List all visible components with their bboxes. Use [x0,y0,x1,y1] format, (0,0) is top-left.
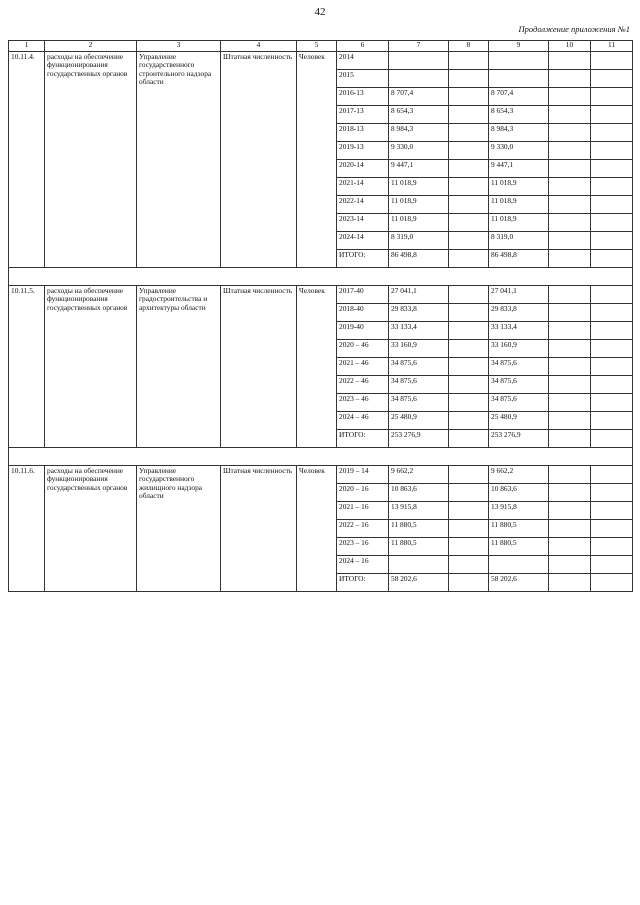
amount-col7-cell: 9 662,2 [389,466,449,484]
amount-col9-cell: 9 447,1 [489,160,549,178]
amount-col9-cell [489,52,549,70]
agency-name-cell: Управление государственного строительного надзора области [137,52,221,268]
amount-col9-cell: 34 875,6 [489,358,549,376]
amount-col11-cell [591,142,633,160]
amount-col9-cell: 8 319,0 [489,232,549,250]
amount-col7-cell: 11 018,9 [389,214,449,232]
amount-col9-cell: 9 662,2 [489,466,549,484]
amount-col7-cell: 13 915,8 [389,502,449,520]
amount-col7-cell: 8 319,0 [389,232,449,250]
amount-col9-cell [489,556,549,574]
amount-col7-cell: 11 018,9 [389,178,449,196]
table-body [9,52,633,592]
year-cell: 2017-13 [337,106,389,124]
amount-col8-cell [449,106,489,124]
page-number: 42 [314,6,326,18]
amount-col10-cell [549,70,591,88]
year-cell: 2024 – 46 [337,412,389,430]
amount-col8-cell [449,178,489,196]
amount-col8-cell [449,304,489,322]
amount-col10-cell [549,286,591,304]
amount-col10-cell [549,340,591,358]
amount-col10-cell [549,52,591,70]
amount-col8-cell [449,376,489,394]
amount-col9-cell: 25 480,9 [489,412,549,430]
year-cell: 2024-14 [337,232,389,250]
amount-col9-cell: 13 915,8 [489,502,549,520]
amount-col10-cell [549,394,591,412]
amount-col9-cell: 33 160,9 [489,340,549,358]
amount-col11-cell [591,178,633,196]
amount-col8-cell [449,196,489,214]
indicator-cell: Штатная численность [221,286,297,448]
amount-col8-cell [449,322,489,340]
column-number: 2 [45,41,137,52]
year-cell: 2022 – 46 [337,376,389,394]
amount-col8-cell [449,142,489,160]
year-cell: 2019 – 14 [337,466,389,484]
amount-col11-cell [591,358,633,376]
amount-col7-cell: 34 875,6 [389,358,449,376]
amount-col8-cell [449,52,489,70]
amount-col10-cell [549,484,591,502]
amount-col11-cell [591,160,633,178]
amount-col10-cell [549,178,591,196]
year-cell: 2016-13 [337,88,389,106]
column-number: 6 [337,41,389,52]
amount-col11-cell [591,106,633,124]
amount-col7-cell: 33 160,9 [389,340,449,358]
amount-col7-cell [389,52,449,70]
amount-col10-cell [549,502,591,520]
amount-col11-cell [591,556,633,574]
amount-col8-cell [449,430,489,448]
amount-col8-cell [449,574,489,592]
amount-col11-cell [591,520,633,538]
amount-col7-cell: 9 447,1 [389,160,449,178]
amount-col10-cell [549,124,591,142]
year-cell: 2014 [337,52,389,70]
amount-col7-cell: 58 202,6 [389,574,449,592]
amount-col11-cell [591,466,633,484]
amount-col9-cell: 29 833,8 [489,304,549,322]
year-cell: 2018-13 [337,124,389,142]
amount-col11-cell [591,250,633,268]
amount-col7-cell: 10 863,6 [389,484,449,502]
amount-col9-cell: 11 018,9 [489,214,549,232]
year-cell: 2017-40 [337,286,389,304]
amount-col8-cell [449,466,489,484]
annex-continuation-note: Продолжение приложения №1 [518,24,630,34]
year-cell: 2020 – 16 [337,484,389,502]
expense-name-cell: расходы на обеспечение функционирования государственных органов [45,466,137,592]
amount-col9-cell: 11 018,9 [489,178,549,196]
amount-col9-cell: 27 041,1 [489,286,549,304]
amount-col7-cell: 25 480,9 [389,412,449,430]
amount-col8-cell [449,412,489,430]
column-number: 7 [389,41,449,52]
amount-col9-cell: 34 875,6 [489,394,549,412]
amount-col8-cell [449,358,489,376]
column-number: 10 [549,41,591,52]
amount-col10-cell [549,376,591,394]
amount-col8-cell [449,394,489,412]
amount-col10-cell [549,214,591,232]
amount-col10-cell [549,88,591,106]
amount-col11-cell [591,412,633,430]
year-cell: 2021 – 46 [337,358,389,376]
expense-name-cell: расходы на обеспечение функционирования государственных органов [45,52,137,268]
amount-col11-cell [591,376,633,394]
amount-col7-cell: 11 018,9 [389,196,449,214]
amount-col8-cell [449,340,489,358]
amount-col9-cell: 33 133,4 [489,322,549,340]
amount-col9-cell: 86 498,8 [489,250,549,268]
amount-col9-cell: 8 654,3 [489,106,549,124]
amount-col10-cell [549,142,591,160]
amount-col9-cell [489,70,549,88]
amount-col10-cell [549,232,591,250]
amount-col10-cell [549,106,591,124]
table-row [9,52,633,70]
year-cell: 2024 – 16 [337,556,389,574]
year-cell: 2022-14 [337,196,389,214]
indicator-cell: Штатная численность [221,466,297,592]
amount-col10-cell [549,250,591,268]
amount-col11-cell [591,70,633,88]
amount-col11-cell [591,52,633,70]
amount-col9-cell: 8 707,4 [489,88,549,106]
amount-col7-cell: 253 276,9 [389,430,449,448]
amount-col11-cell [591,214,633,232]
amount-col10-cell [549,556,591,574]
amount-col9-cell: 34 875,6 [489,376,549,394]
amount-col8-cell [449,502,489,520]
amount-col11-cell [591,88,633,106]
year-cell: 2020-14 [337,160,389,178]
column-number: 1 [9,41,45,52]
section-code-cell: 10.11.5. [9,286,45,448]
amount-col7-cell: 34 875,6 [389,394,449,412]
amount-col8-cell [449,70,489,88]
amount-col9-cell: 10 863,6 [489,484,549,502]
amount-col8-cell [449,538,489,556]
amount-col9-cell: 11 880,5 [489,538,549,556]
year-cell: ИТОГО: [337,430,389,448]
column-number: 11 [591,41,633,52]
section-code-cell: 10.11.4. [9,52,45,268]
amount-col8-cell [449,484,489,502]
agency-name-cell: Управление государственного жилищного надзора области [137,466,221,592]
amount-col7-cell: 8 984,3 [389,124,449,142]
year-cell: 2019-13 [337,142,389,160]
budget-table [8,40,633,592]
column-number: 8 [449,41,489,52]
amount-col9-cell: 253 276,9 [489,430,549,448]
amount-col7-cell: 8 707,4 [389,88,449,106]
amount-col7-cell: 34 875,6 [389,376,449,394]
column-number-row [9,41,633,52]
amount-col10-cell [549,304,591,322]
unit-cell: Человек [297,466,337,592]
table-row [9,466,633,484]
section-gap-row [9,268,633,286]
year-cell: 2023 – 16 [337,538,389,556]
amount-col9-cell: 11 018,9 [489,196,549,214]
amount-col11-cell [591,394,633,412]
year-cell: 2018-40 [337,304,389,322]
indicator-cell: Штатная численность [221,52,297,268]
amount-col11-cell [591,430,633,448]
amount-col11-cell [591,538,633,556]
amount-col7-cell: 27 041,1 [389,286,449,304]
year-cell: 2021-14 [337,178,389,196]
amount-col8-cell [449,232,489,250]
amount-col10-cell [549,538,591,556]
year-cell: 2023-14 [337,214,389,232]
unit-cell: Человек [297,52,337,268]
amount-col10-cell [549,196,591,214]
year-cell: 2023 – 46 [337,394,389,412]
year-cell: 2019-40 [337,322,389,340]
amount-col11-cell [591,502,633,520]
amount-col7-cell: 86 498,8 [389,250,449,268]
amount-col10-cell [549,430,591,448]
expense-name-cell: расходы на обеспечение функционирования государственных органов [45,286,137,448]
column-number: 4 [221,41,297,52]
amount-col9-cell: 9 330,0 [489,142,549,160]
amount-col10-cell [549,160,591,178]
amount-col10-cell [549,412,591,430]
section-code-cell: 10.11.6. [9,466,45,592]
amount-col7-cell [389,70,449,88]
amount-col7-cell: 11 880,5 [389,520,449,538]
amount-col9-cell: 58 202,6 [489,574,549,592]
amount-col10-cell [549,466,591,484]
amount-col11-cell [591,322,633,340]
amount-col7-cell: 29 833,8 [389,304,449,322]
amount-col8-cell [449,160,489,178]
section-gap-row [9,448,633,466]
year-cell: 2020 – 46 [337,340,389,358]
amount-col11-cell [591,232,633,250]
year-cell: ИТОГО: [337,574,389,592]
agency-name-cell: Управление градостроительства и архитектуры области [137,286,221,448]
amount-col7-cell: 11 880,5 [389,538,449,556]
amount-col11-cell [591,304,633,322]
amount-col11-cell [591,196,633,214]
amount-col7-cell: 33 133,4 [389,322,449,340]
amount-col9-cell: 11 880,5 [489,520,549,538]
amount-col10-cell [549,520,591,538]
amount-col10-cell [549,574,591,592]
amount-col8-cell [449,556,489,574]
amount-col7-cell [389,556,449,574]
year-cell: 2022 – 16 [337,520,389,538]
section-gap-cell [9,268,633,286]
amount-col11-cell [591,286,633,304]
amount-col8-cell [449,124,489,142]
amount-col8-cell [449,250,489,268]
year-cell: 2021 – 16 [337,502,389,520]
table-row [9,286,633,304]
unit-cell: Человек [297,286,337,448]
amount-col11-cell [591,340,633,358]
amount-col8-cell [449,520,489,538]
column-number: 3 [137,41,221,52]
section-gap-cell [9,448,633,466]
amount-col8-cell [449,214,489,232]
amount-col11-cell [591,574,633,592]
amount-col7-cell: 9 330,0 [389,142,449,160]
amount-col8-cell [449,286,489,304]
amount-col10-cell [549,322,591,340]
column-number: 5 [297,41,337,52]
year-cell: ИТОГО: [337,250,389,268]
amount-col8-cell [449,88,489,106]
amount-col11-cell [591,484,633,502]
amount-col7-cell: 8 654,3 [389,106,449,124]
year-cell: 2015 [337,70,389,88]
amount-col11-cell [591,124,633,142]
amount-col10-cell [549,358,591,376]
column-number: 9 [489,41,549,52]
amount-col9-cell: 8 984,3 [489,124,549,142]
